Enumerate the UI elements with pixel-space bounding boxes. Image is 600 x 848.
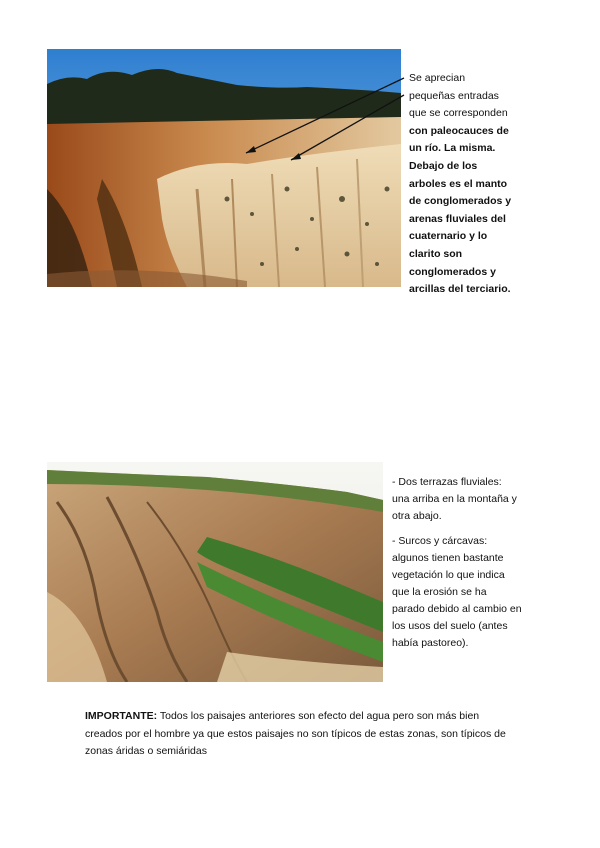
caption-line: Debajo de los — [409, 159, 478, 172]
note-label: IMPORTANTE: — [85, 710, 158, 722]
caption-line: arboles es el manto — [409, 177, 508, 190]
caption-line: clarito son — [409, 247, 463, 260]
caption-line: conglomerados y — [409, 265, 496, 278]
caption-line: cuaternario y lo — [409, 230, 488, 243]
important-note — [85, 708, 515, 761]
gullies-caption — [392, 474, 522, 660]
caption-line: arcillas del terciario. — [409, 283, 511, 296]
caption-line: con paleocauces de — [409, 124, 509, 137]
caption-item-gullies: - Surcos y cárcavas: algunos tienen bastante vegetación lo que indica que la erosión se ha parado debido al cambio en los usos del suelo (antes había pastoreo). — [392, 535, 522, 649]
caption-line: que se corresponden — [409, 107, 508, 120]
caption-item-terraces: - Dos terrazas fluviales: una arriba en la montaña y otra abajo. — [392, 476, 517, 522]
cliff-caption — [409, 70, 527, 299]
caption-line: arenas fluviales del — [409, 212, 506, 225]
caption-line: pequeñas entradas — [409, 89, 499, 102]
caption-line: Se aprecian — [409, 72, 466, 84]
note-text: Todos los paisajes anteriores son efecto del agua pero son más bien creados por el hombre ya que estos paisajes no son típicos de estas zonas, son típicos de zonas áridas o semiáridas — [85, 710, 506, 757]
gullies-photo — [47, 462, 383, 682]
caption-line: de conglomerados y — [409, 195, 512, 208]
cliff-photo — [47, 49, 401, 287]
caption-line: un río. La misma. — [409, 142, 496, 155]
